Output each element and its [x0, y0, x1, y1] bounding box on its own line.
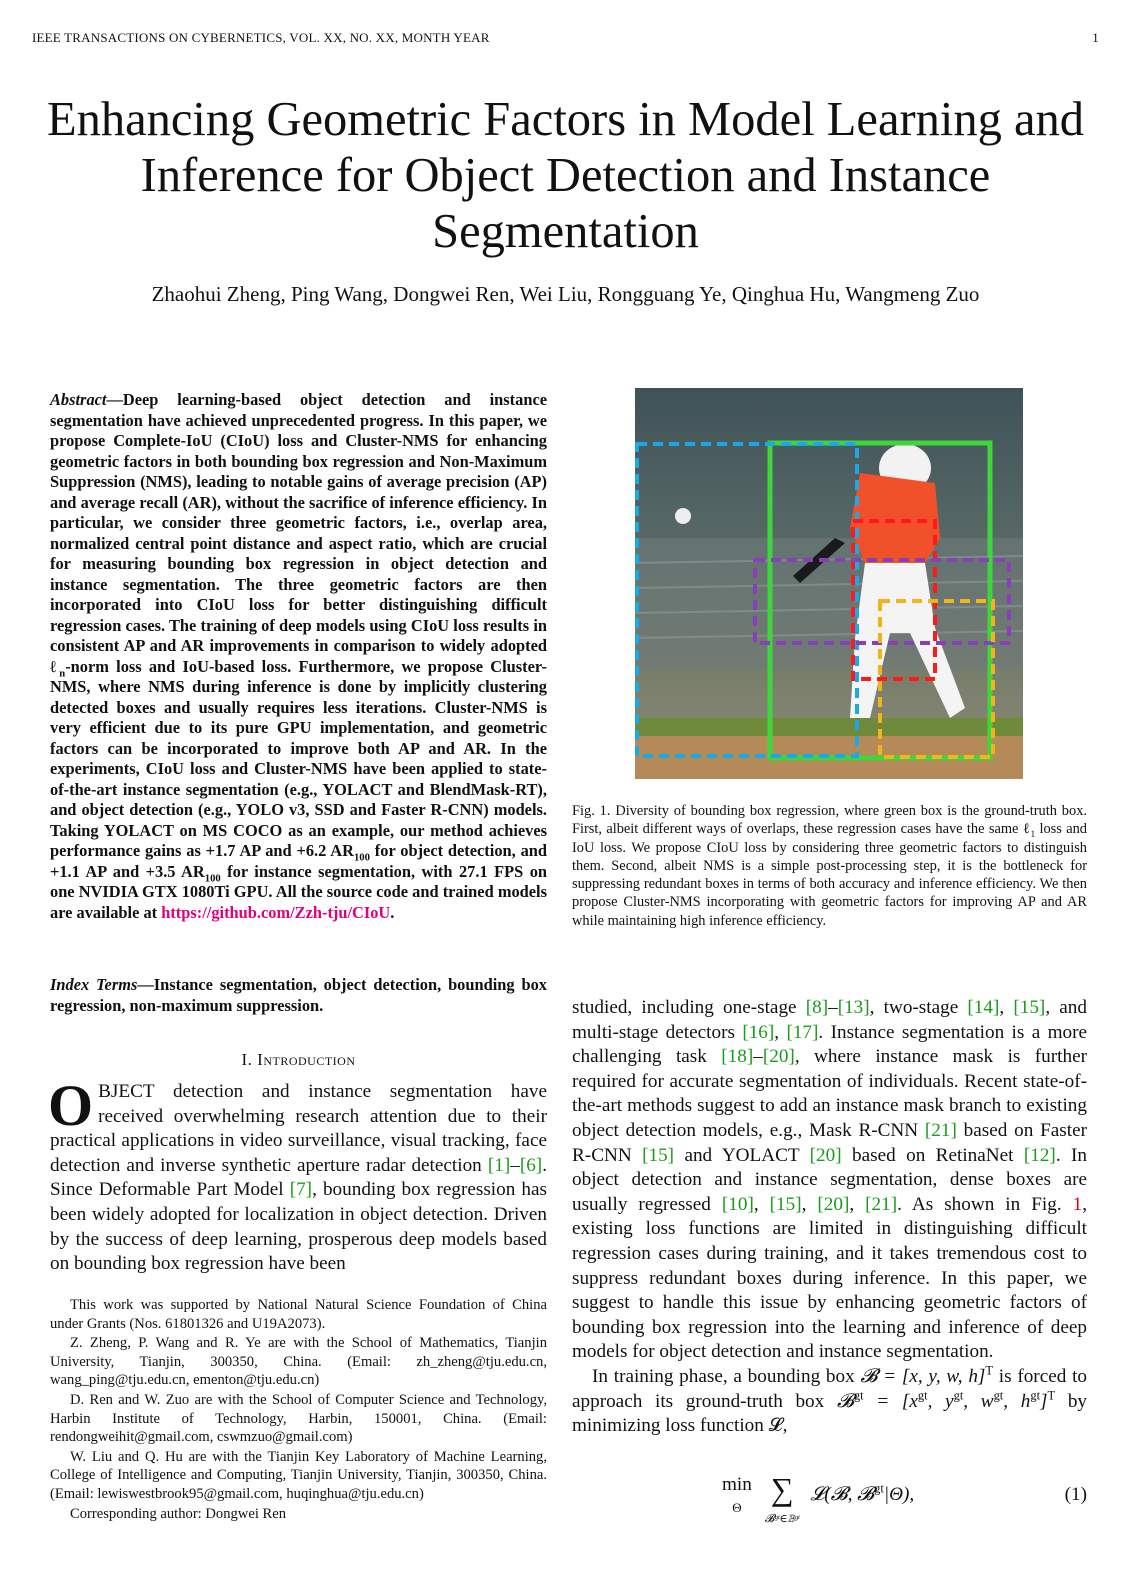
- text: by minimizing loss function 𝓛,: [572, 1390, 1088, 1437]
- abstract: [50, 390, 547, 923]
- citation[interactable]: [15]: [642, 1144, 675, 1166]
- math: 𝓑 = [x, y, w, h]: [860, 1365, 986, 1387]
- caption-text: loss and IoU loss. We propose CIoU loss by considering three geometric factors to distinguish them. Second, albeit NMS is a simple post-processing step, it is the bottleneck for suppressing redundant boxes in terms of both accuracy and inference efficiency. We then propose Cluster-NMS incorporating with geometric factors for improving AP and AR while maintaining high inference efficiency.: [572, 821, 1087, 929]
- index-terms-text: —Instance segmentation, object detection, bounding box regression, non-maximum suppression.: [50, 975, 547, 1015]
- intro-text: . Since Deformable Part Model: [50, 1154, 547, 1201]
- citation[interactable]: [18]: [721, 1046, 754, 1068]
- text: is forced to approach its ground-truth box: [572, 1365, 1088, 1412]
- text: . In object detection and instance segmentation, dense boxes are usually regressed: [572, 1144, 1087, 1215]
- text: ,: [801, 1193, 818, 1215]
- figure-1-caption: [572, 802, 1087, 930]
- math-sup: gt: [953, 1388, 964, 1403]
- intro-paragraph: [48, 1073, 547, 1277]
- page-number: 1: [1092, 30, 1099, 45]
- citation[interactable]: [21]: [865, 1193, 898, 1215]
- math-sup: T: [1047, 1388, 1056, 1403]
- dash: –: [510, 1154, 520, 1176]
- caption-text: Fig. 1. Diversity of bounding box regression, where green box is the ground-truth box. First, albeit different ways of overlaps, these regression cases have the same ℓ: [572, 803, 1087, 838]
- text: . As shown in Fig.: [897, 1193, 1073, 1215]
- drop-cap: O: [48, 1073, 94, 1138]
- footnotes: [50, 1296, 547, 1524]
- math-sup: gt: [874, 1481, 884, 1496]
- equation-number: (1): [1064, 1484, 1087, 1505]
- math-sup: gt: [853, 1388, 864, 1403]
- text: ,: [753, 1193, 770, 1215]
- ar-subscript: 100: [353, 852, 370, 864]
- text: , and multi-stage detectors: [572, 997, 1087, 1043]
- citation[interactable]: [17]: [786, 1021, 819, 1043]
- text: ,: [849, 1193, 866, 1215]
- citation[interactable]: [10]: [721, 1193, 754, 1215]
- equation-1: [572, 1471, 1087, 1534]
- text: . Instance segmentation is a more challenging task: [572, 1021, 1087, 1068]
- index-terms-label: Index Terms: [50, 975, 138, 994]
- intro-text: , bounding box regression has been widely adopted for localization in object detection. Driven by the success of deep learning, prosperous deep models based on bounding box regression have been: [50, 1179, 547, 1275]
- text: , where instance mask is further required for accurate segmentation of individuals. Recent state-of-the-art methods suggest to add an instance mask branch to existing object detection models, e.g., Mask R-CNN: [572, 1046, 1087, 1141]
- dash: –: [753, 1046, 763, 1068]
- abstract-label: Abstract: [50, 390, 107, 409]
- citation[interactable]: [15]: [769, 1193, 802, 1215]
- author-list: Zhaohui Zheng, Ping Wang, Dongwei Ren, Wei Liu, Rongguang Ye, Qinghua Hu, Wangmeng Zuo: [151, 282, 980, 306]
- math: = [x: [863, 1390, 918, 1412]
- norm-subscript: n: [59, 667, 66, 679]
- equation-body: [722, 1471, 915, 1528]
- math-sup: gt: [917, 1388, 928, 1403]
- citation[interactable]: [20]: [817, 1193, 850, 1215]
- abstract-text: -norm loss and IoU-based loss. Furthermore, we propose Cluster-NMS, where NMS during inference is done by implicitly clustering detected boxes and usually requires less iterations. Cluster-NMS is very efficient due to its pure GPU implementation, and geometric factors can be incorporated to improve both AP and AR. In the experiments, CIoU loss and Cluster-NMS have been applied to state-of-the-art instance segmentation (e.g., YOLACT and BlendMask-RT), and object detection (e.g., YOLO v3, SSD and Faster R-CNN) models. Taking YOLACT on MS COCO as an example, our method achieves performance gains as +1.7 AP and +6.2 AR: [50, 656, 547, 860]
- paragraph: [572, 1365, 1087, 1439]
- right-column-text: [572, 996, 1087, 1439]
- citation[interactable]: [16]: [742, 1021, 775, 1043]
- github-link[interactable]: https://github.com/Zzh-tju/CIoU: [161, 902, 391, 922]
- text: In training phase, a bounding box: [592, 1365, 861, 1387]
- citation[interactable]: [20]: [809, 1144, 842, 1166]
- text: studied, including one-stage: [572, 997, 806, 1018]
- footnote: W. Liu and Q. Hu are with the Tianjin Key Laboratory of Machine Learning, College of Intelligence and Computing, Tianjin University, Tianjin, 300350, China. (Email: lewiswestbrook95@gmail.com, huqinghua@tju.edu.cn): [50, 1448, 547, 1502]
- text: ,: [999, 997, 1014, 1018]
- paragraph: [572, 996, 1087, 1365]
- abstract-text: for instance segmentation, with 27.1 FPS on one NVIDIA GTX 1080Ti GPU. All the source code and trained models are available at: [50, 861, 548, 922]
- ar-subscript: 100: [204, 872, 221, 884]
- citation[interactable]: [7]: [289, 1179, 313, 1201]
- running-header: [32, 30, 1099, 50]
- citation[interactable]: [6]: [519, 1154, 543, 1176]
- math: |Θ),: [883, 1484, 915, 1505]
- math-sup: gt: [1030, 1388, 1041, 1403]
- dash: –: [828, 997, 838, 1018]
- paper-title: Enhancing Geometric Factors in Model Learning and Inference for Object Detection and Instance Segmentation: [46, 93, 1085, 258]
- text: and YOLACT: [674, 1144, 810, 1166]
- journal-name: IEEE TRANSACTIONS ON CYBERNETICS, VOL. XX, NO. XX, MONTH YEAR: [32, 30, 490, 45]
- text: based on RetinaNet: [841, 1144, 1024, 1166]
- text: ,: [774, 1021, 787, 1043]
- text: based on Faster R-CNN: [572, 1119, 1087, 1166]
- intro-text: BJECT detection and instance segmentation have received overwhelming research attention due to their practical applications in video surveillance, visual tracking, face detection and inverse synthetic aperture radar detection: [50, 1081, 547, 1176]
- section-number: I.: [241, 1050, 253, 1069]
- math: 𝓛(𝓑, 𝓑: [810, 1484, 875, 1505]
- citation[interactable]: [21]: [924, 1119, 957, 1141]
- index-terms: [50, 975, 547, 1016]
- l1-subscript: 1: [1030, 830, 1036, 841]
- citation[interactable]: [14]: [967, 997, 1000, 1018]
- math: , w: [963, 1390, 994, 1412]
- math-sum: ∑: [770, 1471, 794, 1507]
- citation[interactable]: [8]: [805, 997, 829, 1018]
- math: 𝓑: [836, 1390, 854, 1412]
- citation[interactable]: [1]: [487, 1154, 511, 1176]
- footnote: Corresponding author: Dongwei Ren: [70, 1505, 287, 1522]
- abstract-text: —Deep learning-based object detection and instance segmentation have achieved unprecedented progress. In this paper, we propose Complete-IoU (CIoU) loss and Cluster-NMS for enhancing geometric factors in both bounding box regression and Non-Maximum Suppression (NMS), leading to notable gains of average precision (AP) and average recall (AR), without the sacrifice of inference efficiency. In particular, we consider three geometric factors, i.e., overlap area, normalized central point distance and aspect ratio, which are crucial for measuring bounding box regression in object detection and instance segmentation. The three geometric factors are then incorporated into CIoU loss for better distinguishing difficult regression cases. The training of deep models using CIoU loss results in consistent AP and AR improvements in comparison to widely adopted ℓ: [50, 390, 547, 676]
- figure-1-image: [635, 388, 1023, 779]
- math: , y: [927, 1390, 954, 1412]
- math-min: min: [722, 1474, 752, 1495]
- math-sup: T: [985, 1363, 994, 1378]
- abstract-text: for object detection, and +1.1 AP and +3.5 AR: [50, 841, 548, 881]
- citation[interactable]: [13]: [837, 997, 870, 1018]
- math-sup: gt: [993, 1388, 1004, 1403]
- section-title: Introduction: [257, 1050, 356, 1069]
- math: , h: [1003, 1390, 1031, 1412]
- text: , existing loss functions are limited in distinguishing difficult regression cases during training, and it takes tremendous cost to suppress redundant boxes during inference. In this paper, we suggest to handle this issue by enhancing geometric factors of bounding box regression into the learning and inference of deep models for object detection and instance segmentation.: [572, 1193, 1087, 1363]
- section-heading: [50, 1050, 547, 1070]
- citation[interactable]: [20]: [762, 1046, 795, 1068]
- footnote: Z. Zheng, P. Wang and R. Ye are with the School of Mathematics, Tianjin University, Tianjin, 300350, China. (Email: zh_zheng@tju.edu.cn, wang_ping@tju.edu.cn, ementon@tju.edu.cn): [50, 1335, 547, 1389]
- math-sum-subscript: 𝓑ᵍᵗ∈𝔹ᵍᵗ: [764, 1513, 800, 1525]
- math-theta: Θ: [732, 1500, 742, 1515]
- math: ]: [1040, 1390, 1048, 1412]
- abstract-text: .: [390, 902, 395, 922]
- citation[interactable]: [12]: [1023, 1144, 1056, 1166]
- footnote: D. Ren and W. Zuo are with the School of Computer Science and Technology, Harbin Institute of Technology, Harbin, 150001, China. (Email: rendongweihit@gmail.com, cswmzuo@gmail.com): [50, 1391, 547, 1446]
- grass-field: [635, 718, 1023, 736]
- text: , two-stage: [869, 997, 968, 1018]
- footnote: This work was supported by National Natural Science Foundation of China under Grants (Nos. 61801326 and U19A2073).: [50, 1297, 547, 1332]
- citation[interactable]: [15]: [1013, 997, 1046, 1018]
- figure-reference[interactable]: 1: [1072, 1193, 1083, 1215]
